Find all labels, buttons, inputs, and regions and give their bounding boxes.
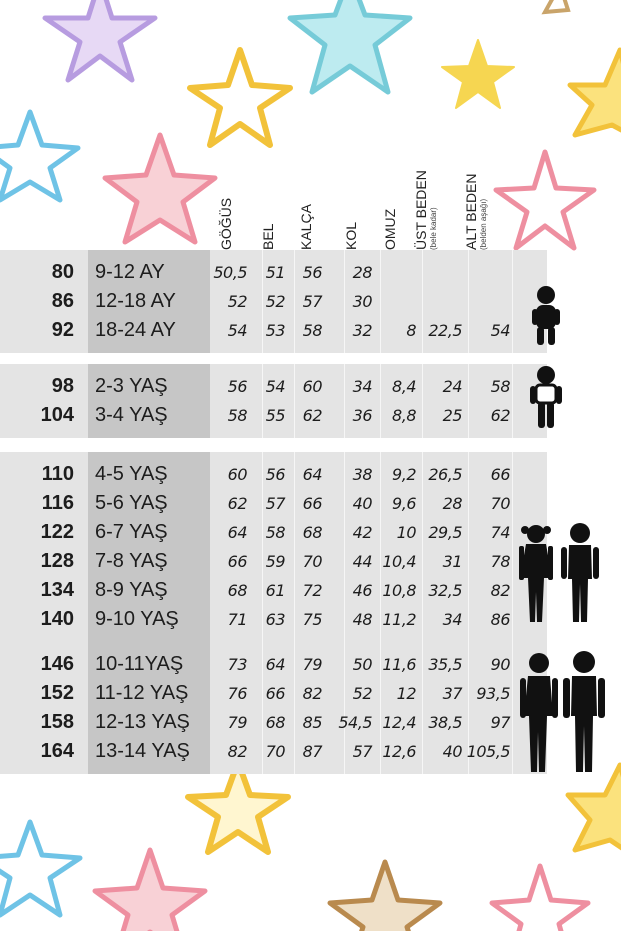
- kol-cell: 52: [352, 684, 372, 703]
- ust-cell: 32,5: [428, 581, 462, 600]
- gogus-cell: 66: [227, 552, 247, 571]
- kalca-cell: 75: [302, 610, 322, 629]
- kalca-cell: 70: [302, 552, 322, 571]
- omuz-cell: 11,2: [382, 610, 416, 629]
- kol-cell: 36: [352, 406, 372, 425]
- omuz-cell: 12: [396, 684, 416, 703]
- alt-cell: 93,5: [476, 684, 510, 703]
- column-header-label: ALT BEDEN: [463, 173, 479, 250]
- kol-cell: 32: [352, 321, 372, 340]
- kol-cell: 46: [352, 581, 372, 600]
- omuz-cell: 8,4: [392, 377, 416, 396]
- ust-cell: 31: [442, 552, 462, 571]
- omuz-cell: 10: [396, 523, 416, 542]
- omuz-cell: 11,6: [382, 655, 416, 674]
- kol-cell: 42: [352, 523, 372, 542]
- kalca-cell: 60: [302, 377, 322, 396]
- ust-cell: 22,5: [428, 321, 462, 340]
- ust-cell: 40: [442, 742, 462, 761]
- kol-cell: 30: [352, 292, 372, 311]
- ust-cell: 29,5: [428, 523, 462, 542]
- star-icon: [330, 862, 440, 931]
- bel-cell: 68: [265, 713, 285, 732]
- omuz-cell: 9,2: [392, 465, 416, 484]
- kalca-cell: 58: [302, 321, 322, 340]
- kalca-cell: 68: [302, 523, 322, 542]
- bel-cell: 53: [265, 321, 285, 340]
- size-cell: 122: [40, 521, 74, 543]
- gogus-cell: 79: [227, 713, 247, 732]
- size-cell: 152: [40, 682, 74, 704]
- alt-cell: [450, 287, 510, 316]
- ust-cell: 24: [442, 377, 462, 396]
- gogus-cell: 82: [227, 742, 247, 761]
- bel-cell: 55: [265, 406, 285, 425]
- ust-cell: 34: [442, 610, 462, 629]
- size-cell: 164: [40, 740, 74, 762]
- omuz-cell: 12,4: [382, 713, 416, 732]
- kol-cell: 57: [352, 742, 372, 761]
- omuz-cell: 10,8: [382, 581, 416, 600]
- bel-cell: 56: [265, 465, 285, 484]
- gogus-cell: 60: [227, 465, 247, 484]
- kalca-cell: 62: [302, 406, 322, 425]
- star-icon: [568, 765, 621, 860]
- kalca-cell: 87: [302, 742, 322, 761]
- column-header-label: OMUZ: [382, 208, 398, 250]
- kol-cell: 28: [352, 263, 372, 282]
- ust-cell: 35,5: [428, 655, 462, 674]
- gogus-cell: 52: [227, 292, 247, 311]
- size-cell: 128: [40, 550, 74, 572]
- alt-cell: 82: [490, 581, 510, 600]
- size-cell: 140: [40, 608, 74, 630]
- size-cell: 80: [51, 261, 74, 283]
- size-cell: 134: [40, 579, 74, 601]
- baby-silhouette-icon: [528, 283, 564, 349]
- bel-cell: 63: [265, 610, 285, 629]
- kalca-cell: 56: [302, 263, 322, 282]
- kol-cell: 44: [352, 552, 372, 571]
- column-header-bel: [261, 224, 276, 250]
- bel-cell: 52: [265, 292, 285, 311]
- star-icon: [545, 0, 568, 12]
- kol-cell: 50: [352, 655, 372, 674]
- alt-cell: 105,5: [466, 742, 510, 761]
- kol-cell: 40: [352, 494, 372, 513]
- teen-silhouette-icon: [514, 650, 610, 774]
- kalca-cell: 79: [302, 655, 322, 674]
- star-icon: [442, 40, 514, 108]
- alt-cell: 78: [490, 552, 510, 571]
- size-cell: 110: [41, 463, 74, 485]
- bel-cell: 66: [265, 684, 285, 703]
- ust-cell: 25: [442, 406, 462, 425]
- size-cell: 98: [51, 375, 74, 397]
- column-header-sublabel: (bele kadar): [429, 207, 438, 250]
- star-icon: [570, 50, 621, 140]
- alt-cell: 58: [490, 377, 510, 396]
- omuz-cell: 8,8: [392, 406, 416, 425]
- gogus-cell: 58: [227, 406, 247, 425]
- alt-cell: 54: [490, 321, 510, 340]
- omuz-cell: 8: [406, 321, 416, 340]
- alt-cell: 97: [490, 713, 510, 732]
- column-header-label: KOL: [343, 221, 359, 250]
- bel-cell: 64: [265, 655, 285, 674]
- omuz-cell: 10,4: [382, 552, 416, 571]
- alt-cell: 90: [490, 655, 510, 674]
- size-cell: 92: [51, 319, 74, 341]
- gogus-cell: 71: [227, 610, 247, 629]
- gogus-cell: 56: [227, 377, 247, 396]
- alt-cell: 66: [490, 465, 510, 484]
- gogus-cell: 76: [227, 684, 247, 703]
- star-icon: [290, 0, 410, 92]
- gogus-cell: 68: [227, 581, 247, 600]
- alt-cell: 62: [490, 406, 510, 425]
- kalca-cell: 72: [302, 581, 322, 600]
- column-header-omuz: [383, 209, 398, 250]
- kalca-cell: 82: [302, 684, 322, 703]
- bel-cell: 51: [265, 263, 285, 282]
- age-cell: 10-11YAŞ: [95, 653, 184, 675]
- ust-cell: 38,5: [428, 713, 462, 732]
- omuz-cell: 9,6: [392, 494, 416, 513]
- omuz-cell: 12,6: [382, 742, 416, 761]
- age-cell: 9-12 AY: [95, 261, 165, 283]
- column-header-gogus: [219, 198, 234, 250]
- star-icon: [0, 822, 80, 915]
- column-header-kol: [344, 222, 359, 250]
- kol-cell: 34: [352, 377, 372, 396]
- gogus-cell: 62: [227, 494, 247, 513]
- alt-cell: 70: [490, 494, 510, 513]
- star-icon: [492, 866, 588, 931]
- gogus-cell: 50,5: [213, 263, 247, 282]
- bel-cell: 58: [265, 523, 285, 542]
- age-cell: 4-5 YAŞ: [95, 463, 168, 485]
- kalca-cell: 57: [302, 292, 322, 311]
- gogus-cell: 54: [227, 321, 247, 340]
- ust-cell: 28: [442, 494, 462, 513]
- size-cell: 116: [41, 492, 74, 514]
- column-header-label: BEL: [260, 223, 276, 250]
- age-cell: 9-10 YAŞ: [95, 608, 179, 630]
- age-cell: 11-12 YAŞ: [95, 682, 189, 704]
- kol-cell: 54,5: [338, 713, 372, 732]
- kalca-cell: 66: [302, 494, 322, 513]
- age-cell: 18-24 AY: [95, 319, 176, 341]
- bel-cell: 54: [265, 377, 285, 396]
- bel-cell: 70: [265, 742, 285, 761]
- table-row: [0, 489, 621, 518]
- column-header-label: GÖĞÜS: [218, 197, 234, 250]
- size-cell: 86: [51, 290, 74, 312]
- kol-cell: 48: [352, 610, 372, 629]
- table-row: [0, 460, 621, 489]
- alt-cell: 86: [490, 610, 510, 629]
- age-cell: 12-18 AY: [95, 290, 176, 312]
- age-cell: 6-7 YAŞ: [95, 521, 168, 543]
- column-header-kalca: [299, 204, 314, 250]
- age-cell: 3-4 YAŞ: [95, 404, 168, 426]
- star-icon: [188, 762, 288, 852]
- size-cell: 104: [40, 404, 74, 426]
- bel-cell: 61: [265, 581, 285, 600]
- size-cell: 158: [40, 711, 74, 733]
- age-cell: 2-3 YAŞ: [95, 375, 168, 397]
- children-silhouette-icon: [516, 522, 602, 624]
- star-icon: [190, 50, 290, 145]
- size-cell: 146: [40, 653, 74, 675]
- gogus-cell: 64: [227, 523, 247, 542]
- kalca-cell: 64: [302, 465, 322, 484]
- kalca-cell: 85: [302, 713, 322, 732]
- age-cell: 5-6 YAŞ: [95, 492, 168, 514]
- gogus-cell: 73: [227, 655, 247, 674]
- age-cell: 13-14 YAŞ: [95, 740, 190, 762]
- bel-cell: 57: [265, 494, 285, 513]
- kol-cell: 38: [352, 465, 372, 484]
- column-header-sublabel: (belden aşağı): [479, 198, 488, 250]
- star-icon: [95, 850, 205, 931]
- age-cell: 8-9 YAŞ: [95, 579, 168, 601]
- column-headers: [0, 150, 621, 250]
- alt-cell: 74: [490, 523, 510, 542]
- column-header-label: ÜST BEDEN: [413, 170, 429, 250]
- toddler-silhouette-icon: [528, 364, 564, 432]
- age-cell: 7-8 YAŞ: [95, 550, 168, 572]
- column-header-alt: [464, 173, 488, 250]
- ust-cell: 26,5: [428, 465, 462, 484]
- column-header-label: KALÇA: [298, 204, 314, 250]
- star-icon: [45, 0, 155, 80]
- ust-cell: 37: [442, 684, 462, 703]
- alt-cell: [450, 258, 510, 287]
- age-cell: 12-13 YAŞ: [95, 711, 190, 733]
- column-header-ust: [414, 170, 438, 250]
- bel-cell: 59: [265, 552, 285, 571]
